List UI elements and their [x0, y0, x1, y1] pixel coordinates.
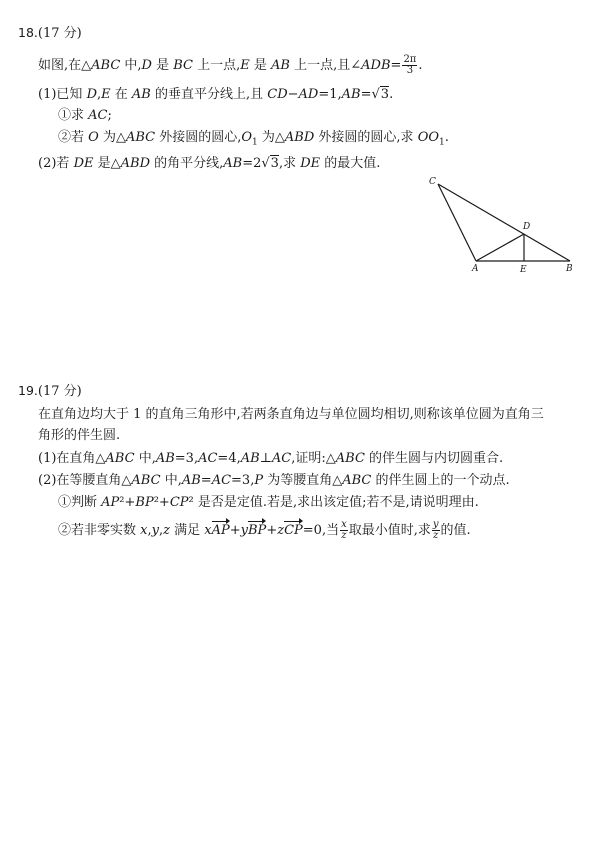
q18-text: 外接圆的圆心, — [155, 130, 242, 145]
q18-part1-ii — [58, 130, 449, 151]
q18-header — [18, 25, 82, 42]
q19-math: x — [204, 523, 212, 538]
q18-text: 为△ — [257, 130, 285, 145]
q18-text: =2√ — [242, 156, 270, 171]
q19-math: y — [151, 523, 159, 538]
q18-math: AB — [341, 87, 361, 102]
q18-part2 — [38, 155, 380, 172]
label-a: A — [472, 264, 479, 274]
vector-bp: BP — [248, 523, 267, 538]
q18-math: D — [86, 87, 97, 102]
q19-math: AB — [155, 451, 175, 466]
q19-text: =0,当 — [302, 523, 340, 538]
q19-text: ²+ — [153, 495, 170, 510]
q18-text: − — [287, 87, 299, 102]
segment-ad — [476, 234, 524, 261]
q19-part2-ii — [58, 520, 471, 541]
q19-text: 的伴生圆上的一个动点. — [371, 473, 510, 488]
q19-math: AB — [240, 451, 260, 466]
fraction-x-over-z — [340, 520, 348, 541]
label-e: E — [520, 265, 527, 275]
q19-text: ²+ — [119, 495, 136, 510]
q18-text: 上一点, — [193, 58, 241, 73]
q19-math: y — [240, 523, 248, 538]
q18-math: AC — [88, 108, 108, 123]
sqrt-radicand: 3 — [380, 87, 390, 102]
q18-math: AB — [223, 156, 243, 171]
q18-math: ADB — [361, 58, 391, 73]
q19-math: x — [140, 523, 148, 538]
q19-intro-line2 — [38, 428, 120, 444]
q19-text: ②若非零实数 — [58, 523, 141, 538]
q18-part1-i — [58, 108, 112, 124]
q18-math: DE — [300, 156, 321, 171]
q18-text: ①求 — [58, 108, 89, 123]
q19-text: =4, — [217, 451, 241, 466]
q18-math: O — [88, 130, 99, 145]
q18-points: (17 分) — [37, 26, 82, 41]
q19-math: ABC — [335, 451, 365, 466]
q18-math: DE — [73, 156, 94, 171]
q18-math: ABD — [120, 156, 150, 171]
q19-part2-i — [58, 495, 479, 511]
q18-math: AD — [298, 87, 319, 102]
q18-math: ABC — [125, 130, 156, 145]
q18-text: =√ — [360, 87, 380, 102]
q19-points: (17 分) — [37, 384, 82, 399]
segment-cb — [438, 184, 570, 261]
q18-math: AB — [131, 87, 151, 102]
q19-text: 取最小值时,求 — [348, 523, 431, 538]
q19-intro-line1 — [38, 407, 544, 423]
q18-text: . — [444, 130, 449, 145]
q18-math: AB — [271, 58, 290, 73]
q19-math: z — [277, 523, 285, 538]
q18-text: ,求 — [278, 156, 301, 171]
q19-text: =3, — [231, 473, 255, 488]
fraction-denominator: z — [433, 530, 439, 541]
q19-math: AC — [211, 473, 232, 488]
q18-text: 的角平分线, — [150, 156, 224, 171]
q18-math: E — [101, 87, 111, 102]
label-b: B — [566, 264, 573, 274]
q18-text: , — [97, 87, 102, 102]
q19-math: AC — [198, 451, 218, 466]
q18-text: 中, — [120, 58, 142, 73]
q18-text: (2)若 — [38, 156, 74, 171]
q18-text: = — [390, 58, 402, 73]
q18-text: =1, — [318, 87, 342, 102]
q19-text: 中, — [160, 473, 182, 488]
fraction-numerator: y — [432, 519, 439, 530]
q19-text: , — [158, 523, 164, 538]
q19-math: z — [163, 523, 170, 538]
subscript: 1 — [252, 137, 258, 148]
q18-text: 在 — [110, 87, 132, 102]
q18-text: 的最大值. — [320, 156, 381, 171]
q18-text: 外接圆的圆心,求 — [314, 130, 418, 145]
q19-text: ⊥ — [259, 451, 272, 466]
q18-number: 18. — [18, 25, 38, 40]
angle-fraction — [402, 55, 417, 76]
fraction-denominator: 3 — [406, 65, 414, 76]
triangle-figure — [420, 170, 585, 280]
q19-header — [18, 383, 82, 400]
q18-text: 是 — [151, 58, 174, 73]
q18-text: 如图,在△ — [38, 58, 92, 73]
q19-text: 在直角边均大于 1 的直角三角形中,若两条直角边与单位圆均相切,则称该单位圆为直角三 — [38, 407, 544, 422]
q18-text: 是 — [249, 58, 272, 73]
q18-text: ②若 — [58, 130, 89, 145]
vector-cp: CP — [284, 523, 303, 538]
q19-text: 为等腰直角△ — [263, 473, 343, 488]
q19-math: ABC — [105, 451, 135, 466]
q19-math: AB — [181, 473, 201, 488]
fraction-numerator: x — [341, 519, 347, 530]
q18-math: BC — [173, 58, 193, 73]
q18-part1 — [38, 86, 393, 103]
q18-intro — [38, 55, 423, 76]
q19-text: , — [147, 523, 152, 538]
q19-text: 满足 — [169, 523, 205, 538]
subscript: 1 — [439, 137, 445, 148]
q18-text: ; — [107, 108, 112, 123]
q18-math: D — [141, 58, 152, 73]
fraction-y-over-z — [432, 520, 440, 541]
q19-text: = — [200, 473, 212, 488]
q19-math: BP — [135, 495, 154, 510]
q18-text: 为△ — [98, 130, 126, 145]
q18-text: . — [389, 87, 394, 102]
q18-math: OO — [417, 130, 440, 145]
q19-math: ABC — [342, 473, 372, 488]
q19-text: 角形的伴生圆. — [38, 428, 121, 443]
q18-math: ABC — [91, 58, 121, 73]
q19-text: + — [229, 523, 241, 538]
q19-math: AC — [271, 451, 292, 466]
q18-math: E — [240, 58, 250, 73]
q19-text: + — [266, 523, 278, 538]
q18-text: . — [418, 58, 423, 73]
q19-part2 — [38, 473, 510, 489]
q18-math: ABD — [284, 130, 315, 145]
q19-number: 19. — [18, 383, 38, 398]
q19-text: (1)在直角△ — [38, 451, 106, 466]
q19-text: 中, — [134, 451, 156, 466]
q18-math: CD — [267, 87, 288, 102]
q19-text: 的伴生圆与内切圆重合. — [364, 451, 504, 466]
q19-math: AP — [101, 495, 120, 510]
q19-text: ,证明:△ — [291, 451, 336, 466]
q18-text: (1)已知 — [38, 87, 87, 102]
q19-math: ABC — [131, 473, 161, 488]
fraction-numerator: 2π — [403, 54, 417, 65]
q19-math: CP — [169, 495, 189, 510]
q18-text: 是△ — [93, 156, 121, 171]
q19-text: ①判断 — [58, 495, 102, 510]
vector-ap: AP — [211, 523, 230, 538]
q18-text: 的垂直平分线上,且 — [150, 87, 268, 102]
q19-math: P — [254, 473, 264, 488]
q19-text: ² 是否是定值.若是,求出该定值;若不是,请说明理由. — [188, 495, 479, 510]
sqrt-radicand: 3 — [270, 156, 279, 171]
q19-text: 的值. — [440, 523, 471, 538]
q19-text: =3, — [174, 451, 199, 466]
label-d: D — [523, 222, 531, 232]
q19-text: (2)在等腰直角△ — [38, 473, 132, 488]
q18-text: 上一点,且∠ — [289, 58, 362, 73]
q19-part1 — [38, 451, 503, 467]
label-c: C — [429, 177, 436, 187]
fraction-denominator: z — [341, 530, 347, 541]
q18-math: O — [241, 130, 253, 145]
